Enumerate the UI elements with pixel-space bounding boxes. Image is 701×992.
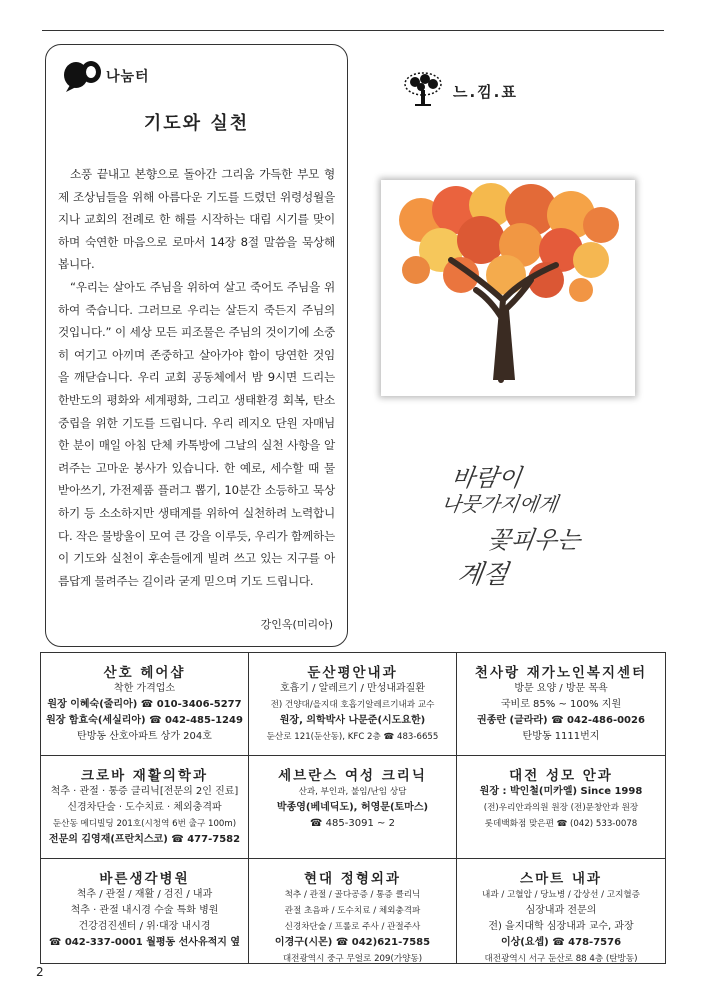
ad-line: 산과, 부인과, 불임/난임 상담 [298, 787, 407, 797]
ad-line: ☎ 042-337-0001 월평동 선사유적지 옆 [48, 937, 241, 948]
feel-header [403, 72, 518, 110]
ad-line: 척추 · 관절 · 통증 클리닉[전문의 2인 진료] [50, 786, 239, 797]
ad-line: 전문의 김영재(프란치스코) ☎ 477-7582 [48, 834, 241, 845]
ad-line: 건강검진센터 / 위·대장 내시경 [78, 921, 211, 932]
ad-line: 전) 건양대/을지대 호흡기알레르기내과 교수 [270, 700, 435, 710]
ad-line: 원장, 의학박사 나문준(시도요한) [279, 715, 426, 726]
ad-line: (전)우리안과의원 원장 (전)문창안과 원장 [483, 803, 639, 813]
ad-name: 천사랑 재가노인복지센터 [474, 665, 648, 681]
ad-line: 관절 초음파 / 도수치료 / 체외충격파 [284, 906, 421, 916]
tree-icon [403, 72, 443, 110]
ad-line: 척추 / 관절 / 골다공증 / 통증 클리닉 [284, 890, 421, 900]
ad-cell [457, 859, 665, 963]
ad-line: 원장 함효숙(세실리아) ☎ 042-485-1249 [46, 715, 243, 726]
ad-line: 박종영(베네딕도), 허영문(토마스) [276, 802, 429, 813]
ads-grid [40, 652, 666, 964]
ad-line: 이상(요셉) ☎ 478-7576 [500, 937, 622, 948]
ad-line: 국비로 85% ~ 100% 지원 [500, 699, 622, 710]
ad-name: 스마트 내과 [520, 871, 602, 887]
article-card [45, 44, 348, 647]
article-header [62, 59, 150, 93]
ad-line: 대전광역시 중구 무얼로 209(가양동) [282, 954, 423, 963]
ad-name: 세브란스 여성 크리닉 [278, 768, 427, 784]
ad-line: 방문 요양 / 방문 목욕 [514, 683, 608, 694]
calligraphy-line: 나뭇가지에게 [440, 492, 560, 516]
ad-cell [41, 756, 249, 859]
ad-cell [457, 756, 665, 859]
ad-name: 크로바 재활의학과 [80, 768, 209, 784]
ad-line: 척추 · 관절 내시경 수술 특화 병원 [70, 905, 219, 916]
page-number: 2 [36, 965, 44, 979]
ad-line: 둔산동 메디빌딩 201호(시청역 6번 출구 100m) [52, 819, 237, 829]
top-rule [42, 30, 664, 31]
ad-line: 신경차단술 · 도수치료 · 체외충격파 [67, 802, 222, 813]
ad-name: 대전 성모 안과 [509, 768, 613, 784]
ad-name: 현대 정형외과 [304, 871, 401, 887]
calligraphy-line: 계절 [455, 560, 510, 590]
ad-name: 둔산평안내과 [307, 665, 398, 681]
ad-line: 둔산로 121(둔산동), KFC 2층 ☎ 483-6655 [266, 732, 439, 742]
ad-line: 전) 을지대학 심장내과 교수, 과장 [488, 921, 634, 932]
ad-line: 내과 / 고혈압 / 당뇨병 / 갑상선 / 고지혈증 [482, 890, 640, 900]
ad-line: 호흡기 / 알레르기 / 만성내과질환 [279, 683, 426, 694]
ad-line: 탄방동 1111번지 [522, 731, 600, 742]
section-label: 나눔터 [106, 69, 150, 85]
ad-line: 탄방동 산호아파트 상가 204호 [77, 731, 212, 742]
calligraphy-line: 꽃피우는 [485, 526, 583, 554]
feel-label: 느.낌.표 [453, 82, 518, 101]
ad-name: 바른생각병원 [99, 871, 190, 887]
ad-line: ☎ 485-3091 ~ 2 [310, 818, 395, 829]
ad-cell [249, 653, 457, 756]
ad-line: 이경구(시몬) ☎ 042)621-7585 [274, 937, 431, 948]
article-paragraph: “우리는 살아도 주님을 위하여 살고 죽어도 주님을 위하여 죽습니다. 그러므로 우리는 살든지 죽든지 주님의 것입니다.” 이 세상 모든 피조물은 주님의 것이기에 소중히 여기고 아끼며 존중하고 살아가야 함이 당연한 것임을 깨닫습니다. 우리 교회 공동체에서 밤 9시면 드리는 한반도의 평화와 세계평화, 그리고 생태환경 회복, 탄소 중립을 위한 기도를 드립니다. 우리 레지오 단원 자매님 한 분이 매일 아침 단체 카톡방에 그날의 실천 사항을 알려주는 고마운 봉사가 있습니다. 한 예로, 세수할 때 물 받아쓰기, 가전제품 플러그 뽑기, 10분간 소등하고 묵상하기 등 소소하지만 생태계를 위하여 실천하려 노력합니다. 작은 물방울이 모여 큰 강을 이루듯, 우리가 함께하는 이 기도와 실천이 후손들에게 빌려 쓰고 있는 지구를 아름답게 물려주는 길이라 굳게 믿으며 기도 드립니다. [58, 279, 335, 588]
ad-line: 대전광역시 서구 둔산로 88 4층 (탄방동) [484, 954, 638, 963]
ad-cell [457, 653, 665, 756]
ad-line: 원장 : 박인철(미카엘) Since 1998 [479, 786, 643, 797]
article-author: 강인옥(미리아) [260, 618, 333, 631]
ad-line: 심장내과 전문의 [525, 905, 597, 916]
calligraphy [440, 458, 648, 598]
ad-line: 원장 이혜숙(줄리아) ☎ 010-3406-5277 [47, 699, 242, 710]
calligraphy-line: 바람이 [449, 464, 524, 492]
article-body [58, 163, 335, 592]
ad-cell [41, 859, 249, 963]
ad-cell [41, 653, 249, 756]
ad-line: 롯데백화점 맞은편 ☎ (042) 533-0078 [484, 819, 638, 829]
ad-cell [249, 756, 457, 859]
tree-painting [381, 180, 635, 396]
ad-name: 산호 헤어샵 [103, 665, 186, 681]
speech-bubble-icon [62, 59, 102, 93]
ad-line: 착한 가격업소 [113, 683, 176, 694]
article-paragraph: 소풍 끝내고 본향으로 돌아간 그리움 가득한 부모 형제 조상님들을 위해 아름다운 기도를 드렸던 위령성월을 지나 교회의 전례로 한 해를 시작하는 대림 시기를 맞이하며 숙연한 마음으로 로마서 14장 8절 말씀을 묵상해 봅니다. [58, 167, 335, 272]
ad-line: 척추 / 관절 / 재활 / 검진 / 내과 [76, 889, 213, 900]
article-title: 기도와 실천 [143, 113, 250, 134]
ad-cell [249, 859, 457, 963]
ad-line: 권종란 (글라라) ☎ 042-486-0026 [477, 715, 645, 726]
ad-line: 신경차단술 / 프롤로 주사 / 관절주사 [284, 922, 421, 932]
